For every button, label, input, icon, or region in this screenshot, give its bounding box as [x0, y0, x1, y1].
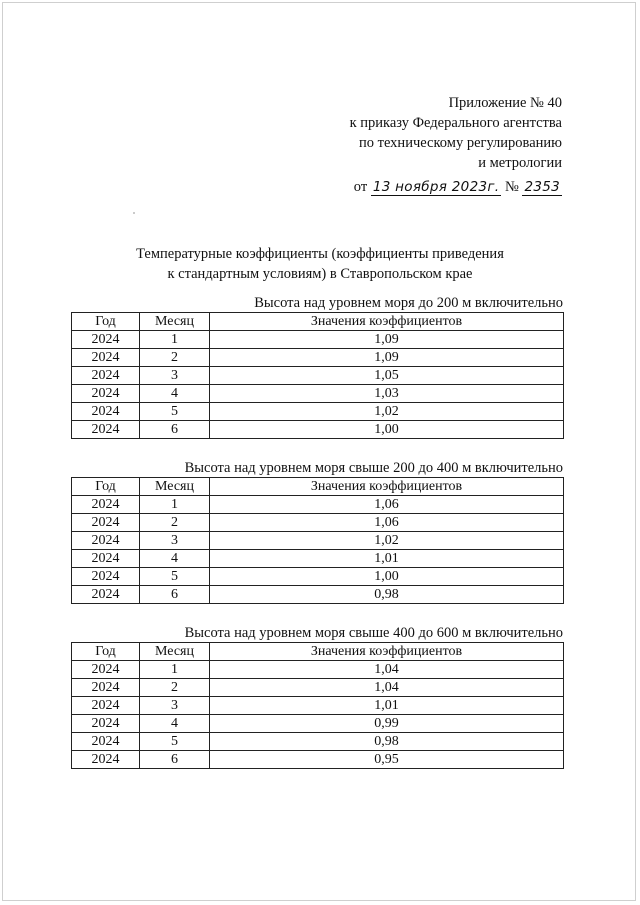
- section-altitude-200-400: [71, 459, 563, 604]
- cell-value: 0,99: [210, 715, 564, 733]
- coefficients-table: [71, 312, 564, 439]
- cell-month: 4: [140, 715, 210, 733]
- cell-value: 1,04: [210, 661, 564, 679]
- column-header-month: Месяц: [140, 643, 210, 661]
- cell-month: 4: [140, 385, 210, 403]
- cell-year: 2024: [72, 586, 140, 604]
- column-header-value: Значения коэффициентов: [210, 313, 564, 331]
- section-altitude-400-600: [71, 624, 563, 769]
- appendix-number: Приложение № 40: [448, 95, 562, 111]
- cell-month: 3: [140, 532, 210, 550]
- table-row: [72, 733, 564, 751]
- order-date-line: [300, 177, 562, 197]
- cell-month: 1: [140, 331, 210, 349]
- cell-month: 3: [140, 367, 210, 385]
- table-header-row: [72, 478, 564, 496]
- cell-year: 2024: [72, 496, 140, 514]
- cell-value: 0,95: [210, 751, 564, 769]
- column-header-month: Месяц: [140, 478, 210, 496]
- cell-value: 0,98: [210, 733, 564, 751]
- scan-speck: [133, 212, 135, 214]
- table-row: [72, 331, 564, 349]
- cell-year: 2024: [72, 697, 140, 715]
- title-line-1: Температурные коэффициенты (коэффициенты приведения: [136, 246, 504, 262]
- cell-year: 2024: [72, 715, 140, 733]
- cell-month: 5: [140, 403, 210, 421]
- appendix-order-ref: к приказу Федерального агентства: [349, 115, 562, 131]
- cell-month: 6: [140, 421, 210, 439]
- cell-year: 2024: [72, 514, 140, 532]
- column-header-year: Год: [72, 478, 140, 496]
- cell-year: 2024: [72, 661, 140, 679]
- cell-month: 6: [140, 586, 210, 604]
- column-header-value: Значения коэффициентов: [210, 478, 564, 496]
- column-header-year: Год: [72, 313, 140, 331]
- cell-month: 4: [140, 550, 210, 568]
- document-title: [100, 244, 540, 284]
- cell-value: 1,06: [210, 514, 564, 532]
- cell-month: 2: [140, 679, 210, 697]
- cell-value: 1,09: [210, 349, 564, 367]
- table-row: [72, 679, 564, 697]
- cell-year: 2024: [72, 421, 140, 439]
- cell-year: 2024: [72, 349, 140, 367]
- coefficients-table: [71, 477, 564, 604]
- cell-month: 2: [140, 349, 210, 367]
- cell-year: 2024: [72, 550, 140, 568]
- appendix-agency: по техническому регулированию: [358, 135, 562, 151]
- cell-value: 1,09: [210, 331, 564, 349]
- cell-value: 1,04: [210, 679, 564, 697]
- cell-value: 1,01: [210, 697, 564, 715]
- column-header-year: Год: [72, 643, 140, 661]
- cell-value: 1,02: [210, 532, 564, 550]
- cell-month: 6: [140, 751, 210, 769]
- cell-value: 1,06: [210, 496, 564, 514]
- section-caption: Высота над уровнем моря свыше 200 до 400 м включительно: [184, 460, 563, 476]
- cell-value: 1,02: [210, 403, 564, 421]
- cell-month: 1: [140, 661, 210, 679]
- cell-year: 2024: [72, 751, 140, 769]
- table-row: [72, 715, 564, 733]
- section-caption: Высота над уровнем моря до 200 м включительно: [254, 295, 563, 311]
- table-row: [72, 514, 564, 532]
- order-number: 2353: [524, 179, 560, 195]
- table-row: [72, 550, 564, 568]
- coefficients-table: [71, 642, 564, 769]
- table-row: [72, 568, 564, 586]
- cell-value: 1,01: [210, 550, 564, 568]
- cell-year: 2024: [72, 532, 140, 550]
- cell-year: 2024: [72, 733, 140, 751]
- cell-value: 1,03: [210, 385, 564, 403]
- cell-value: 0,98: [210, 586, 564, 604]
- table-row: [72, 367, 564, 385]
- cell-year: 2024: [72, 403, 140, 421]
- cell-year: 2024: [72, 367, 140, 385]
- cell-value: 1,00: [210, 568, 564, 586]
- table-row: [72, 496, 564, 514]
- column-header-month: Месяц: [140, 313, 210, 331]
- cell-month: 3: [140, 697, 210, 715]
- cell-value: 1,05: [210, 367, 564, 385]
- order-number-prefix: №: [504, 179, 519, 195]
- cell-year: 2024: [72, 679, 140, 697]
- table-row: [72, 385, 564, 403]
- cell-month: 5: [140, 733, 210, 751]
- cell-month: 1: [140, 496, 210, 514]
- order-date: 13 ноября 2023г.: [372, 179, 500, 195]
- cell-month: 5: [140, 568, 210, 586]
- cell-value: 1,00: [210, 421, 564, 439]
- section-altitude-0-200: [71, 294, 563, 439]
- table-header-row: [72, 643, 564, 661]
- table-row: [72, 421, 564, 439]
- table-row: [72, 697, 564, 715]
- order-prefix: от: [353, 179, 368, 195]
- cell-year: 2024: [72, 331, 140, 349]
- table-row: [72, 349, 564, 367]
- column-header-value: Значения коэффициентов: [210, 643, 564, 661]
- table-row: [72, 661, 564, 679]
- table-row: [72, 751, 564, 769]
- appendix-agency-end: и метрологии: [478, 155, 562, 171]
- table-row: [72, 403, 564, 421]
- table-row: [72, 586, 564, 604]
- table-row: [72, 532, 564, 550]
- section-caption: Высота над уровнем моря свыше 400 до 600 м включительно: [184, 625, 563, 641]
- title-line-2: к стандартным условиям) в Ставропольском крае: [167, 266, 473, 282]
- appendix-header: [300, 93, 562, 197]
- cell-year: 2024: [72, 385, 140, 403]
- cell-year: 2024: [72, 568, 140, 586]
- cell-month: 2: [140, 514, 210, 532]
- table-header-row: [72, 313, 564, 331]
